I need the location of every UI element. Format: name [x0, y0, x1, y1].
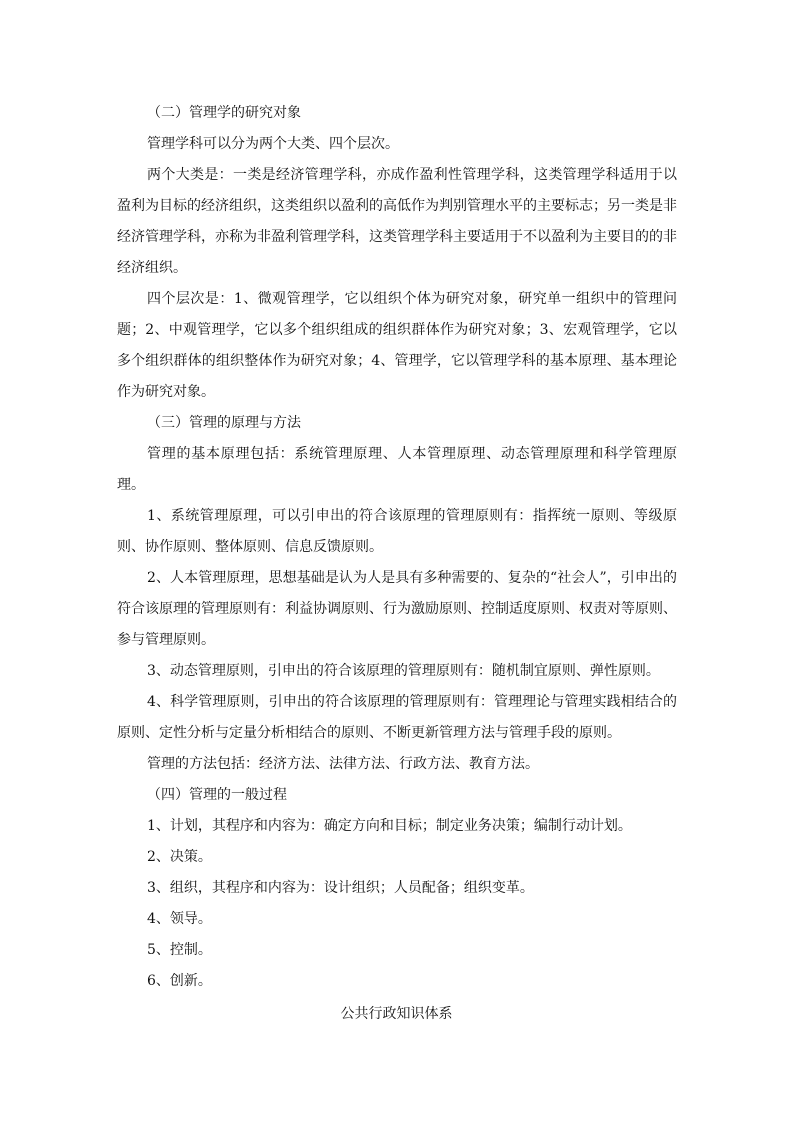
section-3-heading: （三）管理的原理与方法: [147, 415, 301, 431]
paragraph: 3、动态管理原则，引申出的符合该原理的管理原则有：随机制宜原则、弹性原则。: [147, 663, 660, 679]
list-item: 5、控制。: [147, 942, 212, 958]
list-item: 4、领导。: [147, 911, 212, 927]
document-body: [117, 98, 677, 997]
list-item: 6、创新。: [147, 973, 212, 989]
section-2-heading: （二）管理学的研究对象: [147, 105, 301, 121]
list-item: 2、决策。: [147, 849, 212, 865]
paragraph: 两个大类是：一类是经济管理学科，亦成作盈利性管理学科，这类管理学科适用于以盈利为目标的经济组织，这类组织以盈利的高低作为判别管理水平的主要标志；另一类是非经济管理学科，亦称为非盈利管理学科，这类管理学科主要适用于不以盈利为主要目的的非经济组织。: [117, 167, 677, 276]
paragraph: 1、系统管理原理，可以引申出的符合该原理的管理原则有：指挥统一原则、等级原则、协作原则、整体原则、信息反馈原则。: [117, 508, 677, 555]
paragraph: 管理学科可以分为两个大类、四个层次。: [147, 136, 399, 152]
section-4-heading: （四）管理的一般过程: [147, 787, 287, 803]
paragraph: 四个层次是：1、微观管理学，它以组织个体为研究对象，研究单一组织中的管理问题；2、中观管理学，它以多个组织组成的组织群体作为研究对象；3、宏观管理学，它以多个组织群体的组织整体作为研究对象；4、管理学，它以管理学科的基本原理、基本理论作为研究对象。: [117, 291, 677, 400]
paragraph: 管理的基本原理包括：系统管理原理、人本管理原理、动态管理原理和科学管理原理。: [117, 446, 677, 493]
paragraph: 4、科学管理原则，引申出的符合该原理的管理原则有：管理理论与管理实践相结合的原则、定性分析与定量分析相结合的原则、不断更新管理方法与管理手段的原则。: [117, 694, 677, 741]
paragraph: 2、人本管理原理，思想基础是认为人是具有多种需要的、复杂的“社会人”，引申出的符合该原理的管理原则有：利益协调原则、行为激励原则、控制适度原则、权责对等原则、参与管理原则。: [117, 570, 677, 648]
paragraph: 管理的方法包括：经济方法、法律方法、行政方法、教育方法。: [147, 756, 539, 772]
list-item: 3、组织，其程序和内容为：设计组织；人员配备；组织变革。: [147, 880, 534, 896]
page-footer-title: 公共行政知识体系: [340, 1006, 453, 1022]
list-item: 1、计划，其程序和内容为：确定方向和目标；制定业务决策；编制行动计划。: [147, 818, 632, 834]
